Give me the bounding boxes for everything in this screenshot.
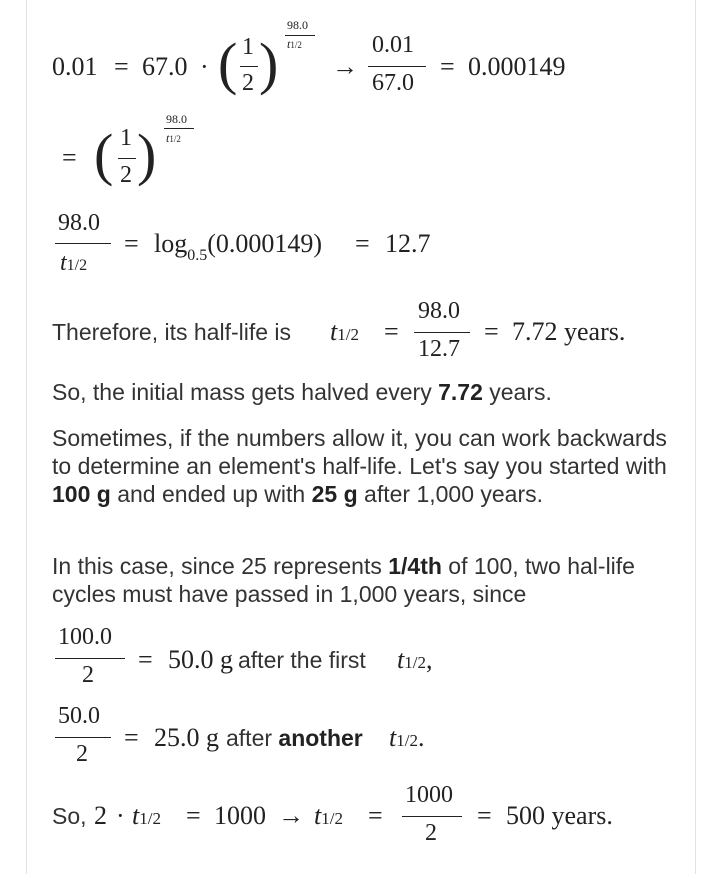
eq3-den: t1/2 (60, 250, 88, 276)
eq5-t-half: t1/2. (389, 723, 425, 752)
eq1-ratio-equals: = (440, 52, 455, 81)
eq1-ratio-num: 0.01 (372, 32, 414, 58)
eq2-exp-den: t1/2 (166, 131, 181, 145)
eq6-value: 1000 (214, 801, 266, 830)
eq6-equals: = (186, 801, 201, 830)
eq5-den: 2 (76, 741, 88, 767)
eq1-two: 2 (242, 70, 254, 96)
eq1-one: 1 (242, 34, 254, 60)
eq4-value: 50.0 g (168, 645, 233, 674)
eq6-t-half: t1/2 (132, 801, 161, 830)
eq2-two: 2 (120, 162, 132, 188)
eq2-exp-num: 98.0 (166, 112, 187, 126)
eq3-num: 98.0 (58, 210, 100, 236)
eq1-ratio-bar (368, 66, 426, 67)
eq6-arrow: → (278, 801, 304, 830)
eq1-coefficient: 67.0 (142, 52, 188, 81)
eq5-text: after another (226, 725, 363, 751)
eq5-num: 50.0 (58, 703, 100, 729)
eq1-exp-den: t1/2 (287, 37, 302, 51)
eq3-result: 12.7 (385, 229, 431, 258)
eq2-right-paren: ) (137, 122, 157, 187)
eq1-right-paren: ) (259, 31, 279, 96)
eq3-log: $\log_{0.5}(0.000149)$ (154, 229, 323, 264)
paragraph-work-backwards: Sometimes, if the numbers allow it, you can work backwards to determine an element's half-life. Let's say you started with 100 g and ended up with 25 g after 1,000 years. (52, 425, 667, 507)
therefore-equals: = (384, 317, 399, 346)
eq2-equals: = (62, 143, 77, 172)
eq3-equals: = (124, 229, 139, 258)
eq1-exp-bar (285, 35, 315, 36)
eq6-text: So, (52, 803, 87, 829)
eq4-den: 2 (82, 662, 94, 688)
therefore-bar (414, 332, 470, 333)
eq2-half-bar (118, 158, 136, 159)
therefore-t-half: t1/2 (330, 317, 359, 346)
eq2-one: 1 (120, 125, 132, 151)
eq3-equals-2: = (355, 229, 370, 258)
eq4-bar (55, 658, 125, 659)
eq1-lhs: 0.01 (52, 52, 98, 81)
eq4-equals: = (138, 645, 153, 674)
therefore-equals-2: = (484, 317, 499, 346)
therefore-num: 98.0 (418, 298, 460, 324)
eq1-exp-num: 98.0 (287, 18, 308, 32)
therefore-text: Therefore, its half-life is (52, 319, 292, 345)
eq1-left-paren: ( (218, 31, 238, 96)
eq6-dot: · (116, 801, 125, 830)
eq4-text: after the first (238, 647, 366, 673)
eq3-bar (55, 243, 111, 244)
eq5-bar (55, 737, 111, 738)
eq1-arrow: → (332, 52, 358, 81)
eq1-equals: = (114, 52, 129, 81)
eq6-equals-3: = (477, 801, 492, 830)
therefore-den: 12.7 (418, 336, 460, 362)
eq1-dot: · (200, 52, 209, 81)
eq2-exp-bar (164, 128, 194, 129)
eq6-num: 1000 (405, 782, 453, 808)
therefore-result: 7.72 years. (512, 317, 626, 346)
eq6-t-half-2: t1/2 (314, 801, 343, 830)
eq1-ratio-value: 0.000149 (468, 52, 566, 81)
paragraph-halving-period: So, the initial mass gets halved every 7.72 years. (52, 379, 552, 405)
eq6-den: 2 (425, 820, 437, 846)
eq4-num: 100.0 (58, 624, 112, 650)
eq6-equals-2: = (368, 801, 383, 830)
eq4-t-half: t1/2, (397, 645, 433, 674)
eq5-equals: = (124, 723, 139, 752)
eq6-bar (402, 816, 462, 817)
eq1-half-bar (240, 66, 258, 67)
eq6-two: 2 (94, 801, 107, 830)
eq6-result: 500 years. (506, 801, 613, 830)
eq2-left-paren: ( (94, 122, 114, 187)
paragraph-quarter-case: In this case, since 25 represents 1/4th of 100, two hal-life cycles must have passed in 1,000 years, since (52, 553, 635, 607)
eq5-value: 25.0 g (154, 723, 219, 752)
eq1-ratio-den: 67.0 (372, 70, 414, 96)
